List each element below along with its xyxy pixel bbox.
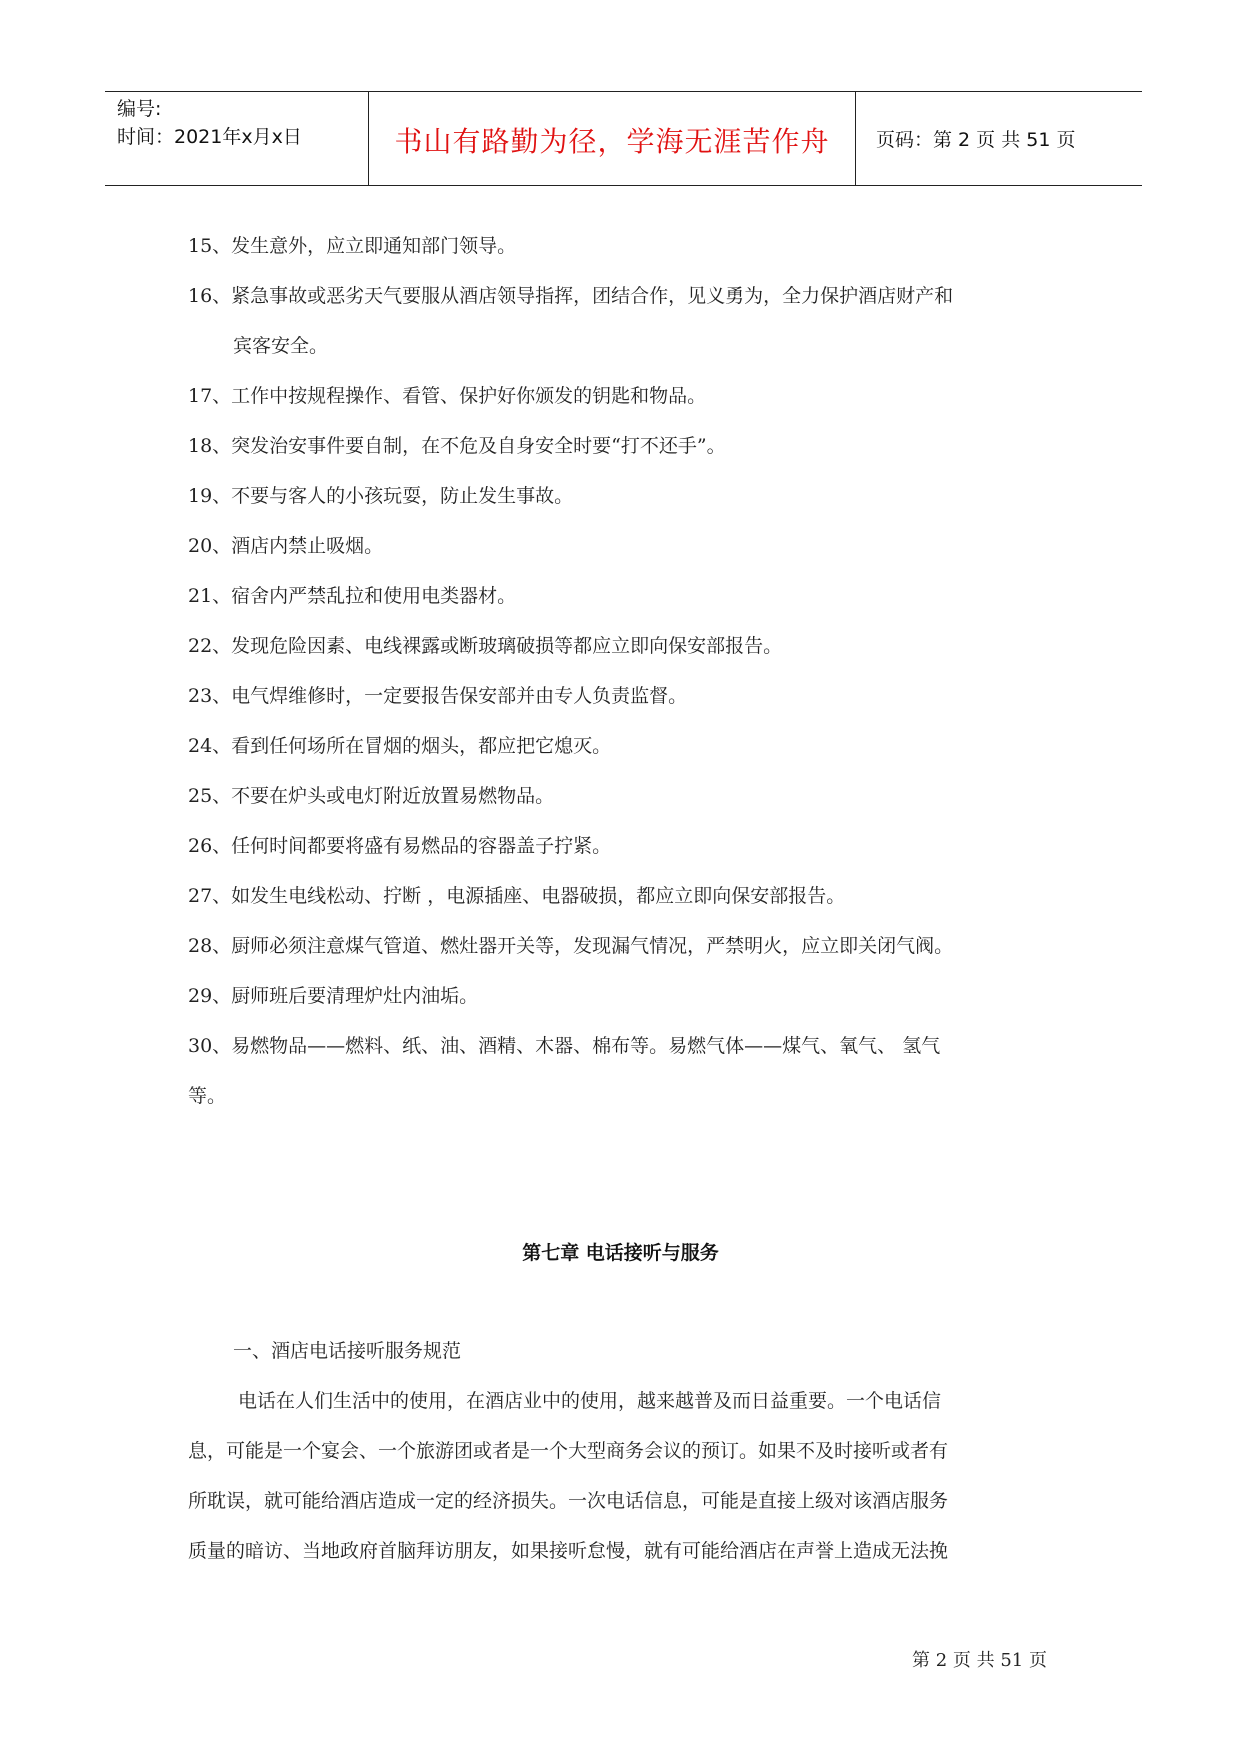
list-item: 宾客安全。 — [233, 335, 329, 357]
list-item: 28、厨师必须注意煤气管道、燃灶器开关等，发现漏气情况，严禁明火，应立即关闭气阀。 — [188, 935, 954, 957]
paragraph-line: 所耽误，就可能给酒店造成一定的经济损失。一次电话信息，可能是直接上级对该酒店服务 — [188, 1490, 949, 1512]
paragraph-line: 质量的暗访、当地政府首脑拜访朋友，如果接听怠慢，就有可能给酒店在声誉上造成无法挽 — [188, 1540, 949, 1562]
list-item: 27、如发生电线松动、拧断 ，电源插座、电器破损，都应立即向保安部报告。 — [188, 885, 846, 907]
header-page-cell — [856, 92, 1142, 185]
list-item: 21、宿舍内严禁乱拉和使用电类器材。 — [188, 585, 517, 607]
list-item: 15、发生意外，应立即通知部门领导。 — [188, 235, 517, 257]
list-item: 等。 — [188, 1085, 227, 1107]
list-item: 16、紧急事故或恶劣天气要服从酒店领导指挥，团结合作，见义勇为，全力保护酒店财产和 — [188, 285, 954, 307]
list-item: 20、酒店内禁止吸烟。 — [188, 535, 384, 557]
list-item: 25、不要在炉头或电灯附近放置易燃物品。 — [188, 785, 555, 807]
serial-number-label: 编号: — [117, 98, 162, 120]
list-item: 23、电气焊维修时，一定要报告保安部并由专人负责监督。 — [188, 685, 688, 707]
list-item: 22、发现危险因素、电线裸露或断玻璃破损等都应立即向保安部报告。 — [188, 635, 783, 657]
list-item: 30、易燃物品——燃料、纸、油、酒精、木器、棉布等。易燃气体——煤气、氧气、 氢气 — [188, 1035, 941, 1057]
paragraph-line: 息，可能是一个宴会、一个旅游团或者是一个大型商务会议的预订。如果不及时接听或者有 — [188, 1440, 949, 1462]
header-motto-cell — [368, 92, 856, 185]
paragraph-line: 电话在人们生活中的使用，在酒店业中的使用，越来越普及而日益重要。一个电话信 — [238, 1390, 942, 1412]
page-header — [105, 91, 1142, 186]
list-item: 18、突发治安事件要自制，在不危及自身安全时要“打不还手”。 — [188, 435, 726, 457]
list-item: 26、任何时间都要将盛有易燃品的容器盖子拧紧。 — [188, 835, 612, 857]
date-label: 时间：2021年x月x日 — [117, 126, 302, 148]
header-meta-cell — [105, 92, 368, 185]
section-title: 一、酒店电话接听服务规范 — [233, 1340, 462, 1362]
header-page-number: 页码：第 2 页 共 51 页 — [876, 129, 1076, 151]
page-footer: 第 2 页 共 51 页 — [912, 1650, 1047, 1671]
header-motto: 书山有路勤为径，学海无涯苦作舟 — [394, 125, 830, 158]
list-item: 29、厨师班后要清理炉灶内油垢。 — [188, 985, 479, 1007]
list-item: 17、工作中按规程操作、看管、保护好你颁发的钥匙和物品。 — [188, 385, 707, 407]
list-item: 19、不要与客人的小孩玩耍，防止发生事故。 — [188, 485, 574, 507]
list-item: 24、看到任何场所在冒烟的烟头，都应把它熄灭。 — [188, 735, 612, 757]
chapter-title: 第七章 电话接听与服务 — [522, 1242, 719, 1264]
